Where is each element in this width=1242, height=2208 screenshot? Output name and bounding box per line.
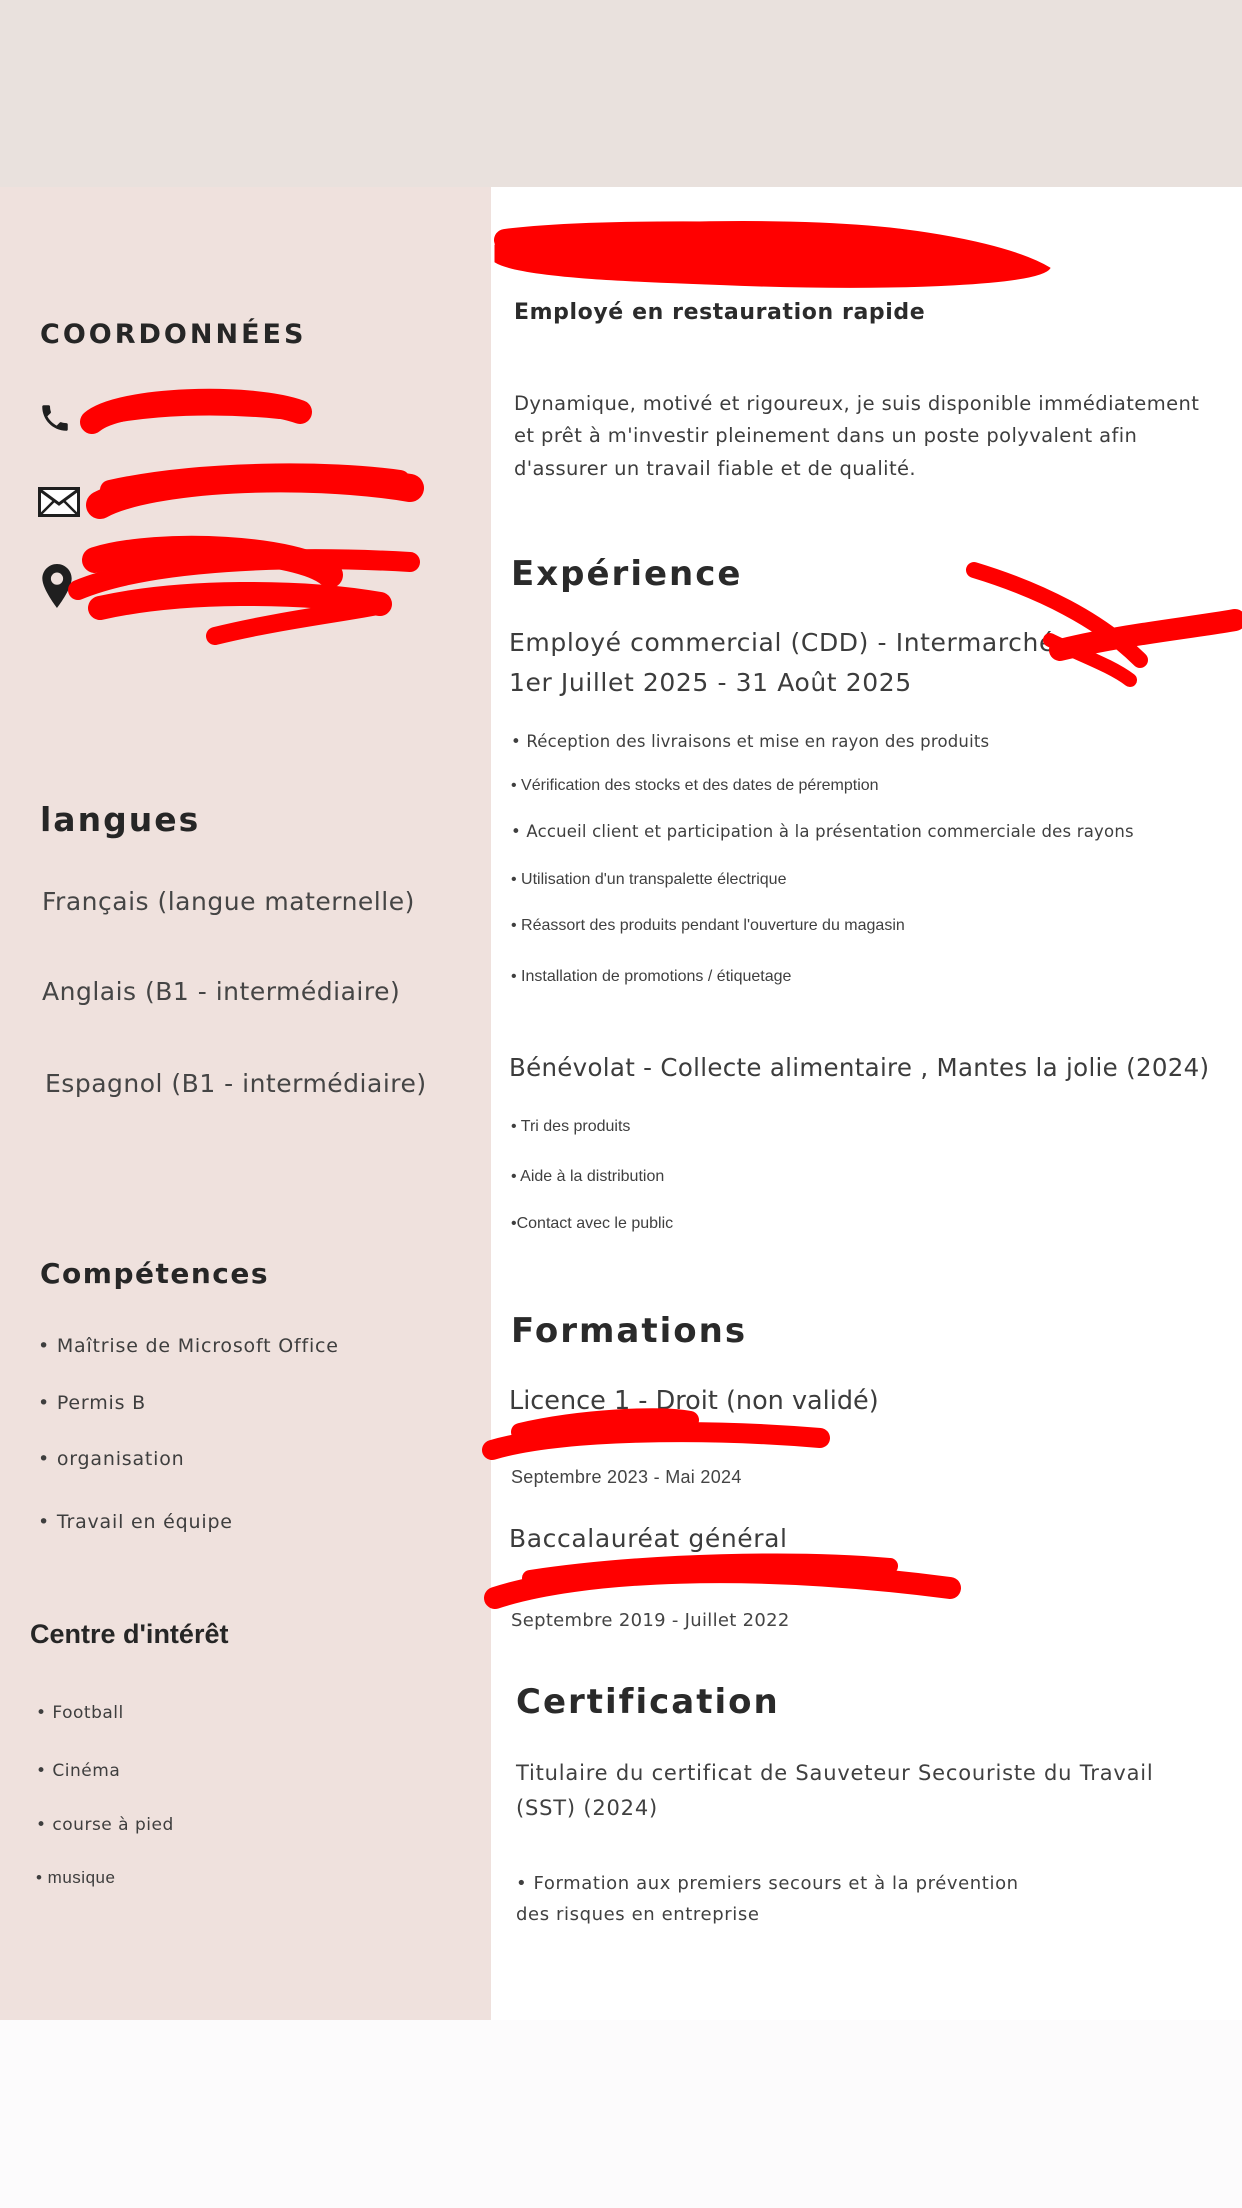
- summary-line: Dynamique, motivé et rigoureux, je suis disponible immédiatement: [514, 392, 1200, 415]
- location-pin-icon: [42, 564, 72, 608]
- interest-item: • Football: [36, 1703, 124, 1723]
- skills-heading: Compétences: [40, 1257, 270, 1290]
- language-item: Français (langue maternelle): [42, 887, 415, 916]
- education-heading: Formations: [511, 1311, 748, 1351]
- experience-bullet: • Réception des livraisons et mise en rayon des produits: [511, 732, 990, 751]
- experience-bullet: • Vérification des stocks et des dates de péremption: [511, 777, 879, 794]
- certification-heading: Certification: [516, 1682, 780, 1722]
- volunteer-bullet: • Aide à la distribution: [511, 1168, 665, 1185]
- skill-item: • Permis B: [38, 1392, 146, 1414]
- volunteer-title: Bénévolat - Collecte alimentaire , Mantes la jolie (2024): [509, 1053, 1210, 1082]
- certification-text: (SST) (2024): [516, 1796, 658, 1820]
- contact-heading: COORDONNÉES: [40, 319, 307, 350]
- experience-bullet: • Utilisation d'un transpalette électrique: [511, 871, 787, 888]
- certification-text: Titulaire du certificat de Sauveteur Secouriste du Travail: [516, 1761, 1154, 1785]
- skill-item: • Travail en équipe: [38, 1511, 233, 1533]
- main-content: [491, 187, 1242, 2020]
- top-band: [0, 0, 1242, 187]
- education-dates: Septembre 2019 - Juillet 2022: [511, 1610, 790, 1631]
- experience-bullet: • Accueil client et participation à la présentation commerciale des rayons: [511, 822, 1134, 841]
- language-item: Espagnol (B1 - intermédiaire): [45, 1069, 427, 1098]
- interest-item: • course à pied: [36, 1815, 174, 1835]
- experience-title: Employé commercial (CDD) - Intermarché,: [509, 628, 1064, 657]
- experience-dates: 1er Juillet 2025 - 31 Août 2025: [509, 668, 912, 697]
- education-title: Baccalauréat général: [509, 1524, 788, 1553]
- volunteer-bullet: • Tri des produits: [511, 1118, 631, 1135]
- experience-bullet: • Installation de promotions / étiquetage: [511, 968, 792, 985]
- mail-icon: [38, 487, 80, 517]
- interests-heading: Centre d'intérêt: [30, 1619, 229, 1649]
- experience-heading: Expérience: [511, 554, 743, 594]
- volunteer-bullet: •Contact avec le public: [511, 1215, 674, 1232]
- summary-line: d'assurer un travail fiable et de qualité.: [514, 457, 917, 480]
- interest-item: • musique: [36, 1868, 116, 1887]
- skill-item: • Maîtrise de Microsoft Office: [38, 1335, 339, 1357]
- education-dates: Septembre 2023 - Mai 2024: [511, 1467, 742, 1487]
- bottom-band: [0, 2020, 1242, 2208]
- experience-bullet: • Réassort des produits pendant l'ouverture du magasin: [511, 917, 905, 934]
- education-title: Licence 1 - Droit (non validé): [509, 1386, 879, 1416]
- job-title: Employé en restauration rapide: [514, 300, 926, 325]
- interest-item: • Cinéma: [36, 1761, 121, 1781]
- certification-bullet: des risques en entreprise: [516, 1904, 760, 1925]
- sidebar: [0, 187, 491, 2020]
- skill-item: • organisation: [38, 1448, 185, 1470]
- certification-bullet: • Formation aux premiers secours et à la prévention: [516, 1873, 1019, 1894]
- language-item: Anglais (B1 - intermédiaire): [42, 977, 401, 1006]
- phone-icon: [38, 401, 72, 435]
- languages-heading: langues: [40, 800, 201, 839]
- summary-line: et prêt à m'investir pleinement dans un poste polyvalent afin: [514, 424, 1138, 447]
